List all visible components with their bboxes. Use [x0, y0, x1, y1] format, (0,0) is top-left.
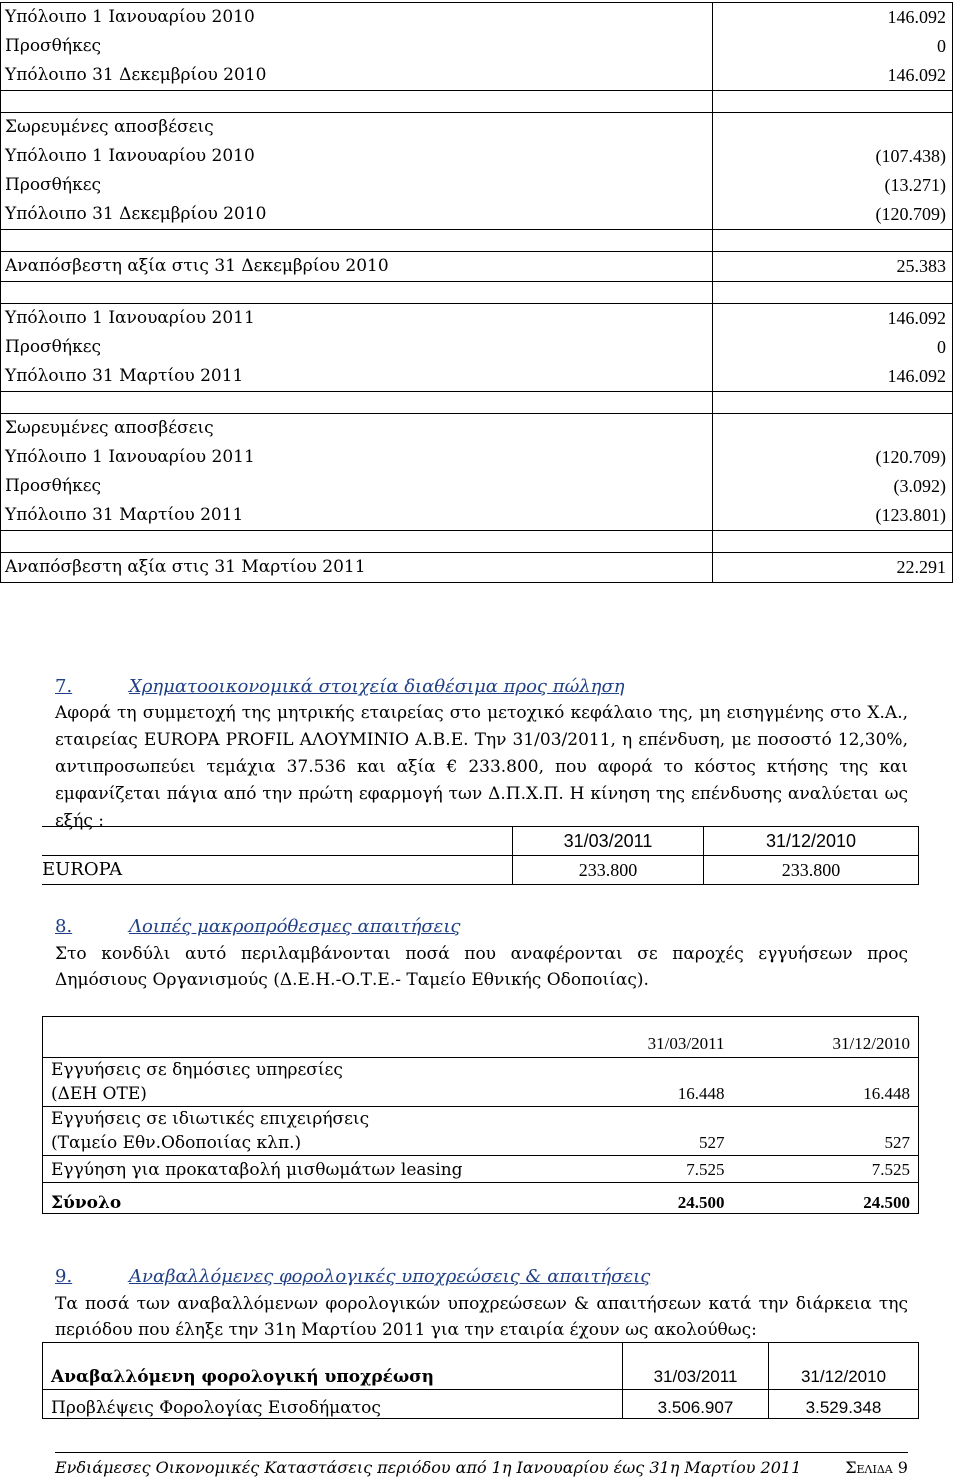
guarantees-row-label: Εγγύηση για προκαταβολή μισθωμάτων leasing [43, 1156, 563, 1183]
guarantees-row-value-2011: 16.448 [563, 1058, 733, 1107]
asset-value [713, 414, 953, 444]
guarantees-row-label: Εγγυήσεις σε ιδιωτικές επιχειρήσεις (Ταμείο Εθν.Οδοποιίας κλπ.) [43, 1107, 563, 1156]
section-9-paragraph: Τα ποσά των αναβαλλόμενων φορολογικών υποχρεώσεων & απαιτήσεων κατά την διάρκεια της περιόδου που έληξε την 31η Μαρτίου 2011 για την εταιρία έχουν ως ακολούθως: [55, 1294, 908, 1340]
table-row [1, 443, 953, 472]
table-row [42, 856, 919, 885]
asset-label: Υπόλοιπο 1 Ιανουαρίου 2011 [1, 443, 713, 472]
section-9-number: 9. [55, 1266, 73, 1287]
section-7-title: Χρηματοοικονομικά στοιχεία διαθέσιμα προς πώληση [129, 676, 625, 697]
asset-value: (13.271) [713, 171, 953, 200]
asset-value [713, 282, 953, 304]
asset-label: Αναπόσβεστη αξία στις 31 Δεκεμβρίου 2010 [1, 252, 713, 282]
section-7-paragraph: Αφορά τη συμμετοχή της μητρικής εταιρείας στο μετοχικό κεφάλαιο της, μη εισηγμένης στο Χ.Α., εταιρείας EUROPA PROFIL ΑΛΟΥΜΙΝΙΟ Α.Β.Ε. Την 31/03/2011, η επένδυση, με ποσοστό 12,30%, αντιπροσωπεύει τεμάχια 37.536 και αξία € 233.800, που αφορά το κόστος κτήσης της και εμφανίζεται πάγια από την πρώτη εφαρμογή των Δ.Π.Χ.Π. Η κίνηση της επένδυσης αναλύεται ως εξής : [55, 703, 908, 831]
asset-value: (3.092) [713, 472, 953, 501]
guarantees-total-row [43, 1183, 919, 1214]
asset-value: 0 [713, 333, 953, 362]
asset-label: Αναπόσβεστη αξία στις 31 Μαρτίου 2011 [1, 553, 713, 583]
asset-label: Προσθήκες [1, 333, 713, 362]
asset-label: Προσθήκες [1, 171, 713, 200]
guarantees-row-value-2010: 16.448 [733, 1058, 919, 1107]
asset-value: 146.092 [713, 304, 953, 334]
asset-value: 22.291 [713, 553, 953, 583]
deferred-tax-header-2011: 31/03/2011 [623, 1343, 769, 1390]
table-row [1, 252, 953, 282]
asset-label: Υπόλοιπο 1 Ιανουαρίου 2010 [1, 3, 713, 33]
asset-label: Προσθήκες [1, 32, 713, 61]
europa-header-blank [42, 827, 513, 856]
table-row [43, 1058, 919, 1107]
asset-label: Σωρευμένες αποσβέσεις [1, 414, 713, 444]
section-9-heading [55, 1266, 650, 1287]
deferred-tax-row-2010: 3.529.348 [769, 1390, 919, 1419]
guarantees-header-2010: 31/12/2010 [733, 1017, 919, 1058]
asset-label: Σωρευμένες αποσβέσεις [1, 113, 713, 143]
guarantees-row-value-2010: 7.525 [733, 1156, 919, 1183]
section-7-heading [55, 676, 625, 697]
table-row [43, 1390, 919, 1419]
table-row [1, 392, 953, 414]
table-row [1, 91, 953, 113]
asset-value: 146.092 [713, 3, 953, 33]
table-row [1, 362, 953, 392]
table-row [43, 1107, 919, 1156]
asset-label [1, 91, 713, 113]
guarantees-row-value-2010: 527 [733, 1107, 919, 1156]
table-row [1, 200, 953, 230]
table-row [1, 414, 953, 444]
asset-label: Υπόλοιπο 1 Ιανουαρίου 2010 [1, 142, 713, 171]
table-row [1, 304, 953, 334]
table-row [1, 230, 953, 252]
table-row [1, 3, 953, 33]
table-row [1, 32, 953, 61]
guarantees-header-2011: 31/03/2011 [563, 1017, 733, 1058]
table-row [1, 113, 953, 143]
asset-label: Προσθήκες [1, 472, 713, 501]
table-row [1, 501, 953, 531]
table-row [1, 282, 953, 304]
asset-label: Υπόλοιπο 1 Ιανουαρίου 2011 [1, 304, 713, 334]
asset-label [1, 230, 713, 252]
europa-value-2010: 233.800 [704, 856, 919, 885]
guarantees-total-2010: 24.500 [733, 1183, 919, 1214]
deferred-tax-header-2010: 31/12/2010 [769, 1343, 919, 1390]
table-row [1, 171, 953, 200]
guarantees-total-label: Σύνολο [43, 1183, 563, 1214]
page-footer [55, 1458, 908, 1477]
footer-divider [55, 1452, 908, 1453]
europa-header-2010: 31/12/2010 [704, 827, 919, 856]
table-row [1, 333, 953, 362]
asset-value [713, 91, 953, 113]
asset-label: Υπόλοιπο 31 Δεκεμβρίου 2010 [1, 200, 713, 230]
assets-table [0, 2, 953, 583]
asset-value: 25.383 [713, 252, 953, 282]
europa-value-2011: 233.800 [513, 856, 704, 885]
deferred-tax-header-label: Αναβαλλόμενη φορολογική υποχρέωση [43, 1343, 623, 1390]
asset-value [713, 392, 953, 414]
section-8-paragraph: Στο κονδύλι αυτό περιλαμβάνονται ποσά που αναφέρονται σε παροχές εγγυήσεων προς Δημόσιους Οργανισμούς (Δ.Ε.Η.-Ο.Τ.Ε.- Ταμείο Εθνικής Οδοποιίας). [55, 944, 908, 990]
asset-value [713, 113, 953, 143]
table-row [1, 553, 953, 583]
asset-label [1, 531, 713, 553]
deferred-tax-row-label: Προβλέψεις Φορολογίας Εισοδήματος [43, 1390, 623, 1419]
asset-value: (120.709) [713, 443, 953, 472]
asset-value: 146.092 [713, 362, 953, 392]
asset-label: Υπόλοιπο 31 Μαρτίου 2011 [1, 362, 713, 392]
asset-label [1, 282, 713, 304]
section-8-title: Λοιπές μακροπρόθεσμες απαιτήσεις [129, 916, 461, 937]
asset-label: Υπόλοιπο 31 Μαρτίου 2011 [1, 501, 713, 531]
guarantees-row-value-2011: 7.525 [563, 1156, 733, 1183]
asset-value: (123.801) [713, 501, 953, 531]
section-8-number: 8. [55, 916, 73, 937]
asset-label: Υπόλοιπο 31 Δεκεμβρίου 2010 [1, 61, 713, 91]
asset-value [713, 230, 953, 252]
section-8-heading [55, 916, 460, 937]
table-row [1, 531, 953, 553]
table-row [43, 1156, 919, 1183]
page-number: Σελιδα 9 [845, 1458, 908, 1477]
deferred-tax-row-2011: 3.506.907 [623, 1390, 769, 1419]
asset-value: (107.438) [713, 142, 953, 171]
guarantees-header-blank [43, 1017, 563, 1058]
guarantees-total-2011: 24.500 [563, 1183, 733, 1214]
europa-header-2011: 31/03/2011 [513, 827, 704, 856]
asset-value: 0 [713, 32, 953, 61]
section-7-number: 7. [55, 676, 73, 697]
deferred-tax-table [42, 1342, 919, 1419]
asset-value: (120.709) [713, 200, 953, 230]
table-row [1, 142, 953, 171]
section-9-title: Αναβαλλόμενες φορολογικές υποχρεώσεις & απαιτήσεις [129, 1266, 651, 1287]
europa-table [42, 826, 919, 885]
guarantees-row-value-2011: 527 [563, 1107, 733, 1156]
table-row [1, 61, 953, 91]
footer-text: Ενδιάμεσες Οικονομικές Καταστάσεις περιόδου από 1η Ιανουαρίου έως 31η Μαρτίου 2011 [55, 1458, 802, 1477]
europa-label: EUROPA [42, 856, 513, 885]
asset-value: 146.092 [713, 61, 953, 91]
guarantees-table [42, 1016, 919, 1214]
table-row [1, 472, 953, 501]
guarantees-row-label: Εγγυήσεις σε δημόσιες υπηρεσίες (ΔΕΗ ΟΤΕ) [43, 1058, 563, 1107]
asset-value [713, 531, 953, 553]
asset-label [1, 392, 713, 414]
